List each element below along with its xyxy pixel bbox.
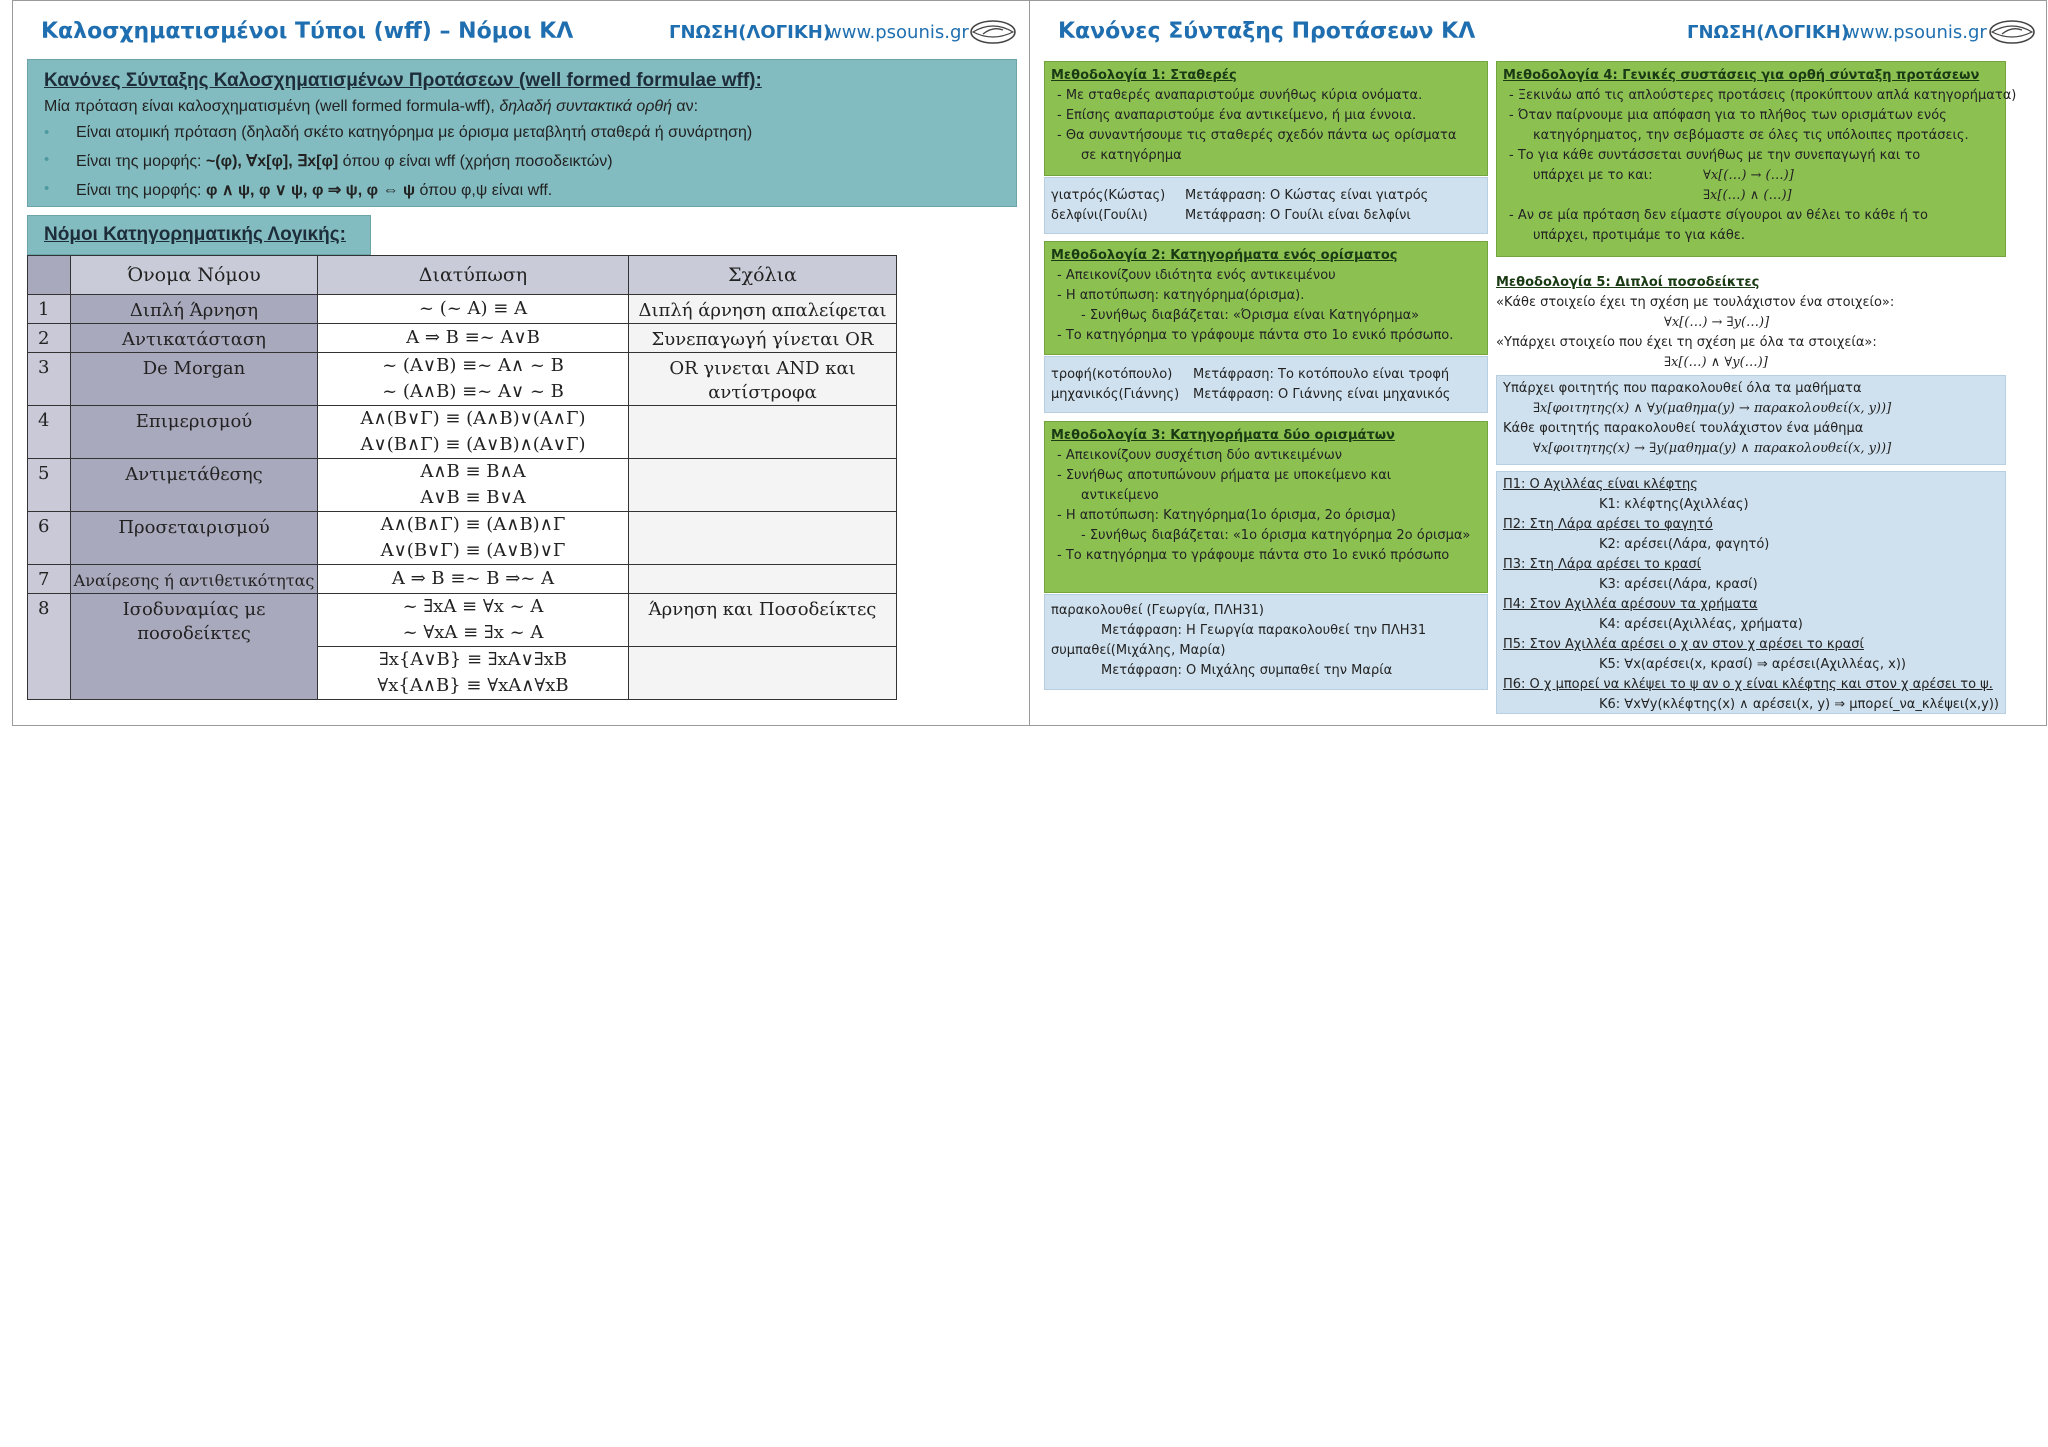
law-note xyxy=(629,512,897,565)
wff-bullet xyxy=(44,124,1016,142)
methodology-line: υπάρχει με το και: xyxy=(1533,168,1653,183)
example-pair xyxy=(1051,206,1481,226)
law-formula xyxy=(318,565,629,594)
quantifier-description: «Υπάρχει στοιχείο που έχει τη σχέση με όλα τα στοιχεία»: xyxy=(1496,335,1877,350)
methodology-line: αντικείμενο xyxy=(1081,488,1159,503)
example-sentence: Π4: Στον Αχιλλέα αρέσουν τα χρήματα xyxy=(1503,597,1758,612)
row-number: 6 xyxy=(28,512,71,565)
law-name: Προσεταιρισμού xyxy=(71,512,318,565)
wff-bullet xyxy=(44,180,1016,200)
formula-line: A∧B ≡ B∧A xyxy=(420,461,526,482)
methodology-1-examples xyxy=(1044,177,1488,234)
law-formula xyxy=(318,512,629,565)
wff-bullet xyxy=(44,151,1016,171)
wff-bullet-text: Είναι ατομική πρόταση (δηλαδή σκέτο κατηγόρημα με όρισμα μεταβλητή σταθερά ή συνάρτηση) xyxy=(76,124,753,141)
wff-bullet-formula: φ ∧ ψ, φ ∨ ψ, φ ⇒ ψ, φ ⇔ ψ xyxy=(205,182,416,199)
law-name: De Morgan xyxy=(71,353,318,406)
example-formula: Κ6: ∀x∀y(κλέφτης(x) ∧ αρέσει(x, y) ⇒ μπορεί_να_κλέψει(x,y)) xyxy=(1599,697,1999,712)
law-name: Αναίρεσης ή αντιθετικότητας xyxy=(71,565,318,594)
formula-line: A∨B ≡ B∨A xyxy=(420,487,526,508)
table-row xyxy=(28,406,897,459)
formula-line: A∧(B∨Γ) ≡ (A∧B)∨(A∧Γ) xyxy=(360,408,586,429)
methodology-5-title: Μεθοδολογία 5: Διπλοί ποσοδείκτες xyxy=(1496,275,1760,290)
bullet-dot-icon: • xyxy=(44,124,50,141)
law-note: Διπλή άρνηση απαλείφεται xyxy=(629,295,897,324)
methodology-line: - Αν σε μία πρόταση δεν είμαστε σίγουροι αν θέλει το κάθε ή το xyxy=(1509,208,1928,223)
table-row xyxy=(28,594,897,647)
methodology-3-examples xyxy=(1044,594,1488,690)
formula-line: A∨(B∨Γ) ≡ (A∨B)∨Γ xyxy=(380,540,566,561)
formula-line: A∧(B∧Γ) ≡ (A∧B)∧Γ xyxy=(380,514,566,535)
methodology-2-examples xyxy=(1044,356,1488,413)
laws-table xyxy=(27,255,897,700)
methodology-1-title: Μεθοδολογία 1: Σταθερές xyxy=(1051,68,1237,83)
law-name: Επιμερισμού xyxy=(71,406,318,459)
law-note: Άρνηση και Ποσοδείκτες xyxy=(629,594,897,647)
quantifier-formula: ∀x[(…) → (…)] xyxy=(1703,168,1794,183)
formula-line: ~ ∃xA ≡ ∀x ~ A xyxy=(402,596,544,617)
eye-logo-icon xyxy=(969,18,1017,46)
formula-line: ∃x{A∨B} ≡ ∃xA∨∃xB xyxy=(379,649,567,670)
example-translation: Μετάφραση: Ο Κώστας είναι γιατρός xyxy=(1185,188,1429,203)
methodology-line: σε κατηγόρημα xyxy=(1081,148,1182,163)
wff-intro-emphasis: δηλαδή συντακτικά ορθή xyxy=(499,98,672,115)
wff-bullet-text: Είναι της μορφής: xyxy=(76,153,206,170)
wff-bullet-formula: ~(φ), ∀x[φ], ∃x[φ] xyxy=(205,153,339,170)
example-sentence: Υπάρχει φοιτητής που παρακολουθεί όλα τα μαθήματα xyxy=(1503,381,1862,396)
wff-rules-title: Κανόνες Σύνταξης Καλοσχηματισμένων Προτάσεων (well formed formulae wff): xyxy=(44,70,762,91)
example-sentence: Π2: Στη Λάρα αρέσει το φαγητό xyxy=(1503,517,1713,532)
law-name: Αντικατάσταση xyxy=(71,324,318,353)
methodology-line: υπάρχει, προτιμάμε το για κάθε. xyxy=(1533,228,1745,243)
formula-line: ∀x{A∧B} ≡ ∀xA∧∀xB xyxy=(377,675,569,696)
methodology-line: - Όταν παίρνουμε μια απόφαση για το πλήθος των ορισμάτων ενός xyxy=(1509,108,1947,123)
wff-rules-box xyxy=(27,59,1017,207)
law-note xyxy=(629,459,897,512)
example-sentence: Π5: Στον Αχιλλέα αρέσει ο χ αν στον χ αρέσει το κρασί xyxy=(1503,637,1864,652)
example-predicate: παρακολουθεί (Γεωργία, ΠΛΗ31) xyxy=(1051,603,1264,618)
table-row xyxy=(28,459,897,512)
example-formula: ∀x[φοιτητης(x) → ∃y(μαθημα(y) ∧ παρακολουθεί(x, y))] xyxy=(1533,441,1892,456)
law-formula xyxy=(318,324,629,353)
table-header-row xyxy=(28,256,897,295)
example-sentence: Π1: Ο Αχιλλέας είναι κλέφτης xyxy=(1503,477,1698,492)
example-predicate: μηχανικός(Γιάννης) xyxy=(1051,387,1180,402)
wff-bullets xyxy=(44,124,1016,200)
quantifier-formula: ∃x[(…) ∧ ∀y(…)] xyxy=(1664,355,1768,370)
example-predicate: δελφίνι(Γουίλι) xyxy=(1051,208,1148,223)
methodology-2-panel xyxy=(1044,241,1488,355)
methodology-line: κατηγόρηματος, την σεβόμαστε σε όλες τις υπόλοιπες προτάσεις. xyxy=(1533,128,1969,143)
table-header-number xyxy=(28,256,71,295)
example-formula: ∃x[φοιτητης(x) ∧ ∀y(μαθημα(y) → παρακολουθεί(x, y))] xyxy=(1533,401,1892,416)
example-translation: Μετάφραση: Ο Μιχάλης συμπαθεί την Μαρία xyxy=(1101,663,1393,678)
slide-title: Κανόνες Σύνταξης Προτάσεων ΚΛ xyxy=(1058,19,1476,44)
formula-line: ~ (~ A) ≡ A xyxy=(418,298,528,319)
row-number: 2 xyxy=(28,324,71,353)
methodology-5-panel xyxy=(1496,269,2006,373)
example-sentence: Κάθε φοιτητής παρακολουθεί τουλάχιστον ένα μάθημα xyxy=(1503,421,1864,436)
translation-examples-panel xyxy=(1496,471,2006,714)
law-note xyxy=(629,565,897,594)
law-name: Διπλή Άρνηση xyxy=(71,295,318,324)
wff-bullet-text: όπου φ είναι wff (χρήση ποσοδεικτών) xyxy=(338,153,613,170)
wff-intro-end: αν: xyxy=(671,98,699,115)
quantifier-formula: ∀x[(…) → ∃y(…)] xyxy=(1664,315,1770,330)
example-formula: Κ4: αρέσει(Αχιλλέας, χρήματα) xyxy=(1599,617,1803,632)
methodology-5-examples xyxy=(1496,375,2006,465)
methodology-line: - Συνήθως διαβάζεται: «1ο όρισμα κατηγόρημα 2ο όρισμα» xyxy=(1081,528,1471,543)
example-formula: Κ2: αρέσει(Λάρα, φαγητό) xyxy=(1599,537,1770,552)
methodology-line: - Το για κάθε συντάσσεται συνήθως με την συνεπαγωγή και το xyxy=(1509,148,1921,163)
row-number: 7 xyxy=(28,565,71,594)
table-header-notes: Σχόλια xyxy=(629,256,897,295)
methodology-2-title: Μεθοδολογία 2: Κατηγορήματα ενός ορίσματος xyxy=(1051,248,1398,263)
formula-line: ~ (A∨B) ≡~ A∧ ~ B xyxy=(382,355,564,376)
methodology-line: - Ξεκινάω από τις απλούστερες προτάσεις (προκύπτουν απλά κατηγορήματα) xyxy=(1509,88,2017,103)
methodology-line: - Το κατηγόρημα το γράφουμε πάντα στο 1ο ενικό πρόσωπο xyxy=(1057,548,1450,563)
example-pair xyxy=(1051,365,1481,385)
law-formula xyxy=(318,406,629,459)
wff-bullet-text: Είναι της μορφής: xyxy=(76,182,206,199)
laws-section-title: Νόμοι Κατηγορηματικής Λογικής: xyxy=(27,215,371,255)
methodology-1-panel xyxy=(1044,61,1488,176)
row-number: 1 xyxy=(28,295,71,324)
example-formula: Κ1: κλέφτης(Αχιλλέας) xyxy=(1599,497,1749,512)
table-row xyxy=(28,324,897,353)
law-name: Αντιμετάθεσης xyxy=(71,459,318,512)
bullet-dot-icon: • xyxy=(44,151,50,168)
table-row xyxy=(28,353,897,406)
example-translation: Μετάφραση: Ο Γουίλι είναι δελφίνι xyxy=(1185,208,1411,223)
law-formula xyxy=(318,459,629,512)
quantifier-formula: ∃x[(…) ∧ (…)] xyxy=(1703,188,1792,203)
methodology-line: - Με σταθερές αναπαριστούμε συνήθως κύρια ονόματα. xyxy=(1057,88,1423,103)
methodology-line: - Συνήθως αποτυπώνουν ρήματα με υποκείμενο και xyxy=(1057,468,1392,483)
methodology-line: - Απεικονίζουν ιδιότητα ενός αντικειμένου xyxy=(1057,268,1336,283)
methodology-line: - Απεικονίζουν συσχέτιση δύο αντικειμένων xyxy=(1057,448,1342,463)
brand-label: ΓΝΩΣΗ(ΛΟΓΙΚΗ) xyxy=(669,22,832,43)
table-row xyxy=(28,512,897,565)
formula-line: ~ ∀xA ≡ ∃x ~ A xyxy=(402,622,544,643)
law-formula xyxy=(318,295,629,324)
methodology-3-title: Μεθοδολογία 3: Κατηγορήματα δύο ορισμάτων xyxy=(1051,428,1395,443)
example-translation: Μετάφραση: Ο Γιάννης είναι μηχανικός xyxy=(1193,387,1451,402)
methodology-line: - Η αποτύπωση: κατηγόρημα(όρισμα). xyxy=(1057,288,1305,303)
law-note: OR γινεται AND και αντίστροφα xyxy=(629,353,897,406)
law-formula xyxy=(318,353,629,406)
example-pair xyxy=(1051,385,1481,405)
methodology-line: - Συνήθως διαβάζεται: «Όρισμα είναι Κατηγόρημα» xyxy=(1081,308,1420,323)
row-number: 4 xyxy=(28,406,71,459)
example-formula: Κ3: αρέσει(Λάρα, κρασί) xyxy=(1599,577,1758,592)
bullet-dot-icon: • xyxy=(44,180,50,197)
example-translation: Μετάφραση: Η Γεωργία παρακολουθεί την ΠΛΗ31 xyxy=(1101,623,1427,638)
table-header-name: Όνομα Νόμου xyxy=(71,256,318,295)
methodology-4-title: Μεθοδολογία 4: Γενικές συστάσεις για ορθή σύνταξη προτάσεων xyxy=(1503,68,1980,83)
table-row xyxy=(28,565,897,594)
example-predicate: συμπαθεί(Μιχάλης, Μαρία) xyxy=(1051,643,1226,658)
slide-header xyxy=(1030,1,2046,57)
methodology-4-panel xyxy=(1496,61,2017,257)
site-link[interactable]: www.psounis.gr xyxy=(1845,22,1987,43)
example-predicate: γιατρός(Κώστας) xyxy=(1051,188,1166,203)
eye-logo-icon xyxy=(1988,18,2036,46)
example-pair xyxy=(1051,186,1481,206)
example-sentence: Π6: Ο χ μπορεί να κλέψει το ψ αν ο χ είναι κλέφτης και στον χ αρέσει το ψ. xyxy=(1503,677,1993,692)
table-row xyxy=(28,295,897,324)
wff-bullet-text: όπου φ,ψ είναι wff. xyxy=(415,182,553,199)
methodology-3-panel xyxy=(1044,421,1488,593)
row-number: 3 xyxy=(28,353,71,406)
quantifier-description: «Κάθε στοιχείο έχει τη σχέση με τουλάχιστον ένα στοιχείο»: xyxy=(1496,295,1895,310)
law-name: Ισοδυναμίας με ποσοδείκτες xyxy=(71,594,318,700)
example-sentence: Π3: Στη Λάρα αρέσει το κρασί xyxy=(1503,557,1702,572)
law-note: Συνεπαγωγή γίνεται OR xyxy=(629,324,897,353)
example-predicate: τροφή(κοτόπουλο) xyxy=(1051,367,1173,382)
brand-label: ΓΝΩΣΗ(ΛΟΓΙΚΗ) xyxy=(1687,22,1850,43)
law-note-empty xyxy=(629,647,897,700)
formula-line: A ⇒ B ≡~ B ⇒~ A xyxy=(391,568,555,589)
law-note xyxy=(629,406,897,459)
wff-intro-text: Μία πρόταση είναι καλοσχηματισμένη (well formed formula-wff), xyxy=(44,98,500,115)
law-formula xyxy=(318,647,629,700)
formula-line: A ⇒ B ≡~ A∨B xyxy=(406,327,540,348)
slide-header xyxy=(13,1,1029,57)
methodology-line: - Η αποτύπωση: Κατηγόρημα(1ο όρισμα, 2ο όρισμα) xyxy=(1057,508,1396,523)
wff-intro xyxy=(44,98,1016,116)
slide-title: Καλοσχηματισμένοι Τύποι (wff) – Νόμοι ΚΛ xyxy=(41,19,574,44)
methodology-line: - Το κατηγόρημα το γράφουμε πάντα στο 1ο ενικό πρόσωπο. xyxy=(1057,328,1454,343)
law-formula xyxy=(318,594,629,647)
slide-wff-laws xyxy=(12,0,1030,726)
formula-line: ~ (A∧B) ≡~ A∨ ~ B xyxy=(382,381,564,402)
example-translation: Μετάφραση: Το κοτόπουλο είναι τροφή xyxy=(1193,367,1450,382)
example-formula: Κ5: ∀x(αρέσει(x, κρασί) ⇒ αρέσει(Αχιλλέας, x)) xyxy=(1599,657,1906,672)
formula-line: A∨(B∧Γ) ≡ (A∨B)∧(A∨Γ) xyxy=(360,434,586,455)
methodology-line: - Επίσης αναπαριστούμε ένα αντικείμενο, ή μια έννοια. xyxy=(1057,108,1417,123)
slide-syntax-rules xyxy=(1029,0,2047,726)
site-link[interactable]: www.psounis.gr xyxy=(827,22,969,43)
methodology-line: - Θα συναντήσουμε τις σταθερές σχεδόν πάντα ως ορίσματα xyxy=(1057,128,1457,143)
row-number: 8 xyxy=(28,594,71,700)
table-header-formula: Διατύπωση xyxy=(318,256,629,295)
row-number: 5 xyxy=(28,459,71,512)
